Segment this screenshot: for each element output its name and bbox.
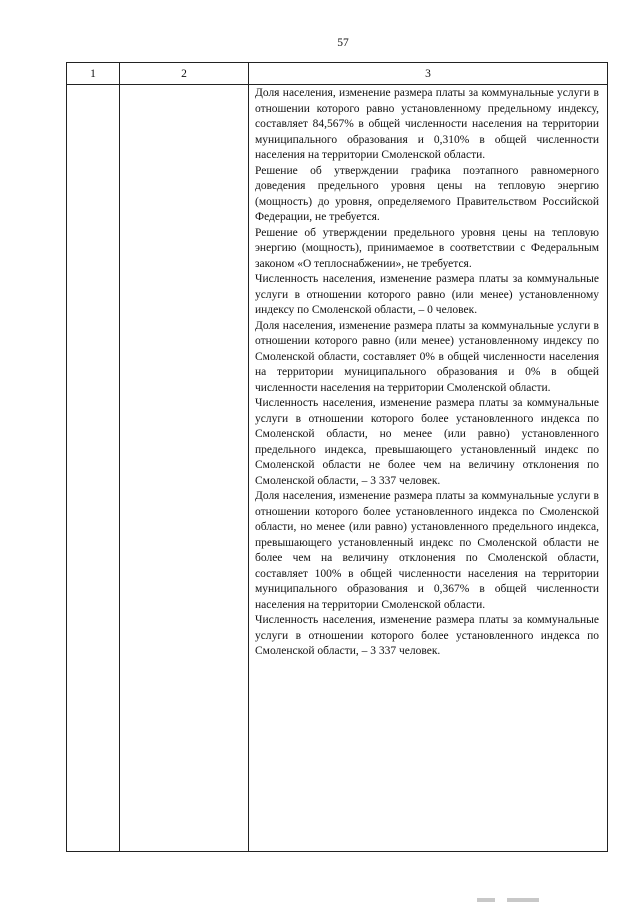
table-row <box>67 85 608 852</box>
paragraph-limit-price-decision: Решение об утверждении предельного уровня цены на тепловую энергию (мощность), принимаемое в соответствии с Федеральным законом «О теплоснабжении», не требуется. <box>255 226 599 270</box>
scan-mark <box>507 898 539 902</box>
paragraph-schedule-decision: Решение об утверждении графика поэтапного равномерного доведения предельного уровня цены на тепловую энергию (мощность) до уровня, определяемого Правительством Российской Федерации, не требуется. <box>255 164 599 223</box>
page-number: 57 <box>337 37 349 49</box>
paragraph-share-above-index: Доля населения, изменение размера платы за коммунальные услуги в отношении которого более установленного индекса по Смоленской области, но менее (или равно) установленного предельного индекса, превышающего установленный индекс по Смоленской области не более чем на величину отклонения по Смоленской области, составляет 100% в общей численности населения на территории муниципального образования и 0,367% в общей численности населения на территории Смоленской области. <box>255 490 599 611</box>
paragraph-population-above-index-total: Численность населения, изменение размера платы за коммунальные услуги в отношении которого более установленного индекса по Смоленской области, – 3 337 человек. <box>255 614 599 657</box>
column-header-2: 2 <box>120 63 249 85</box>
table-header-row <box>67 63 608 85</box>
paragraph-share-equal-index: Доля населения, изменение размера платы за коммунальные услуги в отношении которого равно (или менее) установленному индексу по Смоленской области, составляет 0% в общей численности населения на территории муниципального образования и 0% в общей численности населения на территории Смоленской области. <box>255 319 599 394</box>
table-cell-col3 <box>249 85 608 852</box>
table-cell-col2 <box>120 85 249 852</box>
column-header-1: 1 <box>67 63 120 85</box>
paragraph-share-equal-limit: Доля населения, изменение размера платы за коммунальные услуги в отношении которого равно установленному предельному индексу, составляет 84,567% в общей численности населения на территории муниципального образования и 0,310% в общей численности населения на территории Смоленской области. <box>255 87 599 161</box>
paragraph-population-above-index: Численность населения, изменение размера платы за коммунальные услуги в отношении которого более установленного индекса по Смоленской области, но менее (или равно) установленного предельного индекса, превышающего установленный индекс по Смоленской области не более чем на величину отклонения по Смоленской области, – 3 337 человек. <box>255 397 599 487</box>
scan-mark <box>477 898 495 902</box>
column-header-3: 3 <box>249 63 608 85</box>
table-cell-col1 <box>67 85 120 852</box>
document-table <box>66 62 608 852</box>
paragraph-population-equal-index: Численность населения, изменение размера платы за коммунальные услуги в отношении которого равно (или менее) установленному индексу по Смоленской области, – 0 человек. <box>255 273 599 316</box>
